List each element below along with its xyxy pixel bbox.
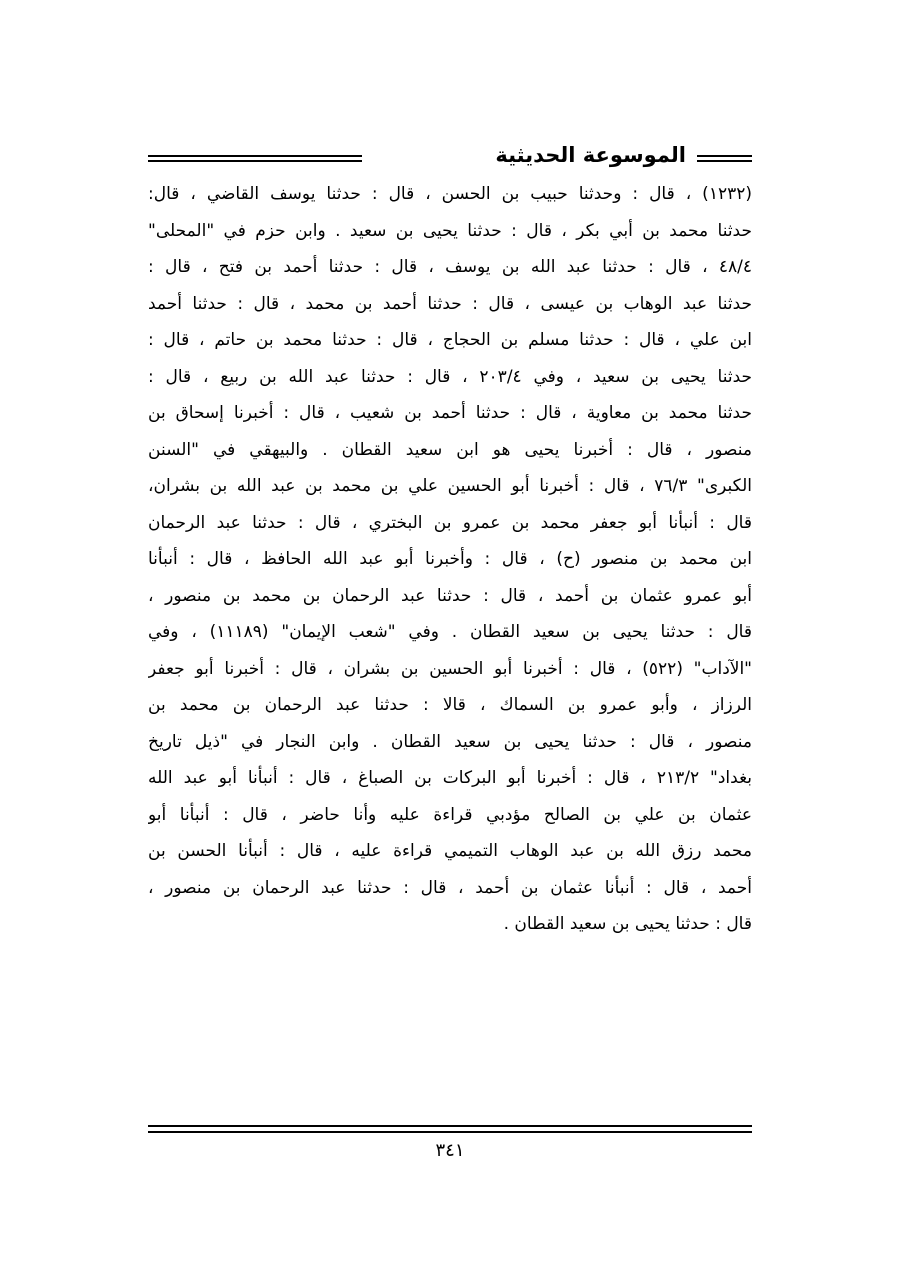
header-rule-right [697,155,752,162]
text-line: قال : أنبأنا أبو جعفر محمد بن عمرو بن البختري ، قال : حدثنا عبد الرحمان [148,512,752,533]
text-line: قال : حدثنا يحيى بن سعيد القطان . [503,914,752,934]
text-line: أحمد ، قال : أنبأنا عثمان بن أحمد ، قال : حدثنا عبد الرحمان بن منصور ، [148,877,752,898]
text-line: حدثنا عبد الوهاب بن عيسى ، قال : حدثنا أحمد بن محمد ، قال : حدثنا أحمد [148,293,752,314]
text-line: حدثنا محمد بن أبي بكر ، قال : حدثنا يحيى بن سعيد . وابن حزم في "المحلى" [148,220,752,241]
body-text [148,176,752,943]
text-line: أبو عمرو عثمان بن أحمد ، قال : حدثنا عبد الرحمان بن محمد بن منصور ، [148,585,752,606]
text-line: قال : حدثنا يحيى بن سعيد القطان . وفي "شعب الإيمان" (١١١٨٩) ، وفي [148,622,752,642]
text-line: منصور ، قال : حدثنا يحيى بن سعيد القطان . وابن النجار في "ذيل تاريخ [148,731,752,752]
text-line: بغداد" ٢١٣/٢ ، قال : أخبرنا أبو البركات بن الصباغ ، قال : أنبأنا أبو عبد الله [148,768,752,788]
text-line: حدثنا يحيى بن سعيد ، وفي ٢٠٣/٤ ، قال : حدثنا عبد الله بن ربيع ، قال : [148,366,752,387]
text-line: حدثنا محمد بن معاوية ، قال : حدثنا أحمد بن شعيب ، قال : أخبرنا إسحاق بن [148,403,752,423]
text-line: عثمان بن علي بن الصالح مؤدبي قراءة عليه وأنا حاضر ، قال : أنبأنا أبو [148,804,752,825]
text-line: (١٢٣٢) ، قال : وحدثنا حبيب بن الحسن ، قال : حدثنا يوسف القاضي ، قال: [148,184,752,204]
text-line: الكبرى" ٧٦/٣ ، قال : أخبرنا أبو الحسين علي بن محمد بن عبد الله بن بشران، [148,476,752,496]
page-number: ٣٤١ [435,1140,465,1161]
text-line: "الآداب" (٥٢٢) ، قال : أخبرنا أبو الحسين بن بشران ، قال : أخبرنا أبو جعفر [148,658,752,679]
header-rule-left [148,155,362,162]
text-line: محمد رزق الله بن عبد الوهاب التميمي قراءة عليه ، قال : أنبأنا الحسن بن [148,841,752,861]
header-title: الموسوعة الحديثية [495,143,686,167]
text-line: منصور ، قال : أخبرنا يحيى هو ابن سعيد القطان . والبيهقي في "السنن [148,439,752,460]
text-line: ابن علي ، قال : حدثنا مسلم بن الحجاج ، قال : حدثنا محمد بن حاتم ، قال : [148,330,752,350]
text-line: ٤٨/٤ ، قال : حدثنا عبد الله بن يوسف ، قال : حدثنا أحمد بن فتح ، قال : [148,257,752,277]
footer-rule [148,1125,752,1133]
page-header [148,140,752,174]
text-line: الرزاز ، وأبو عمرو بن السماك ، قالا : حدثنا عبد الرحمان بن محمد بن [148,695,752,715]
text-line: ابن محمد بن منصور (ح) ، قال : وأخبرنا أبو عبد الله الحافظ ، قال : أنبأنا [148,549,752,569]
